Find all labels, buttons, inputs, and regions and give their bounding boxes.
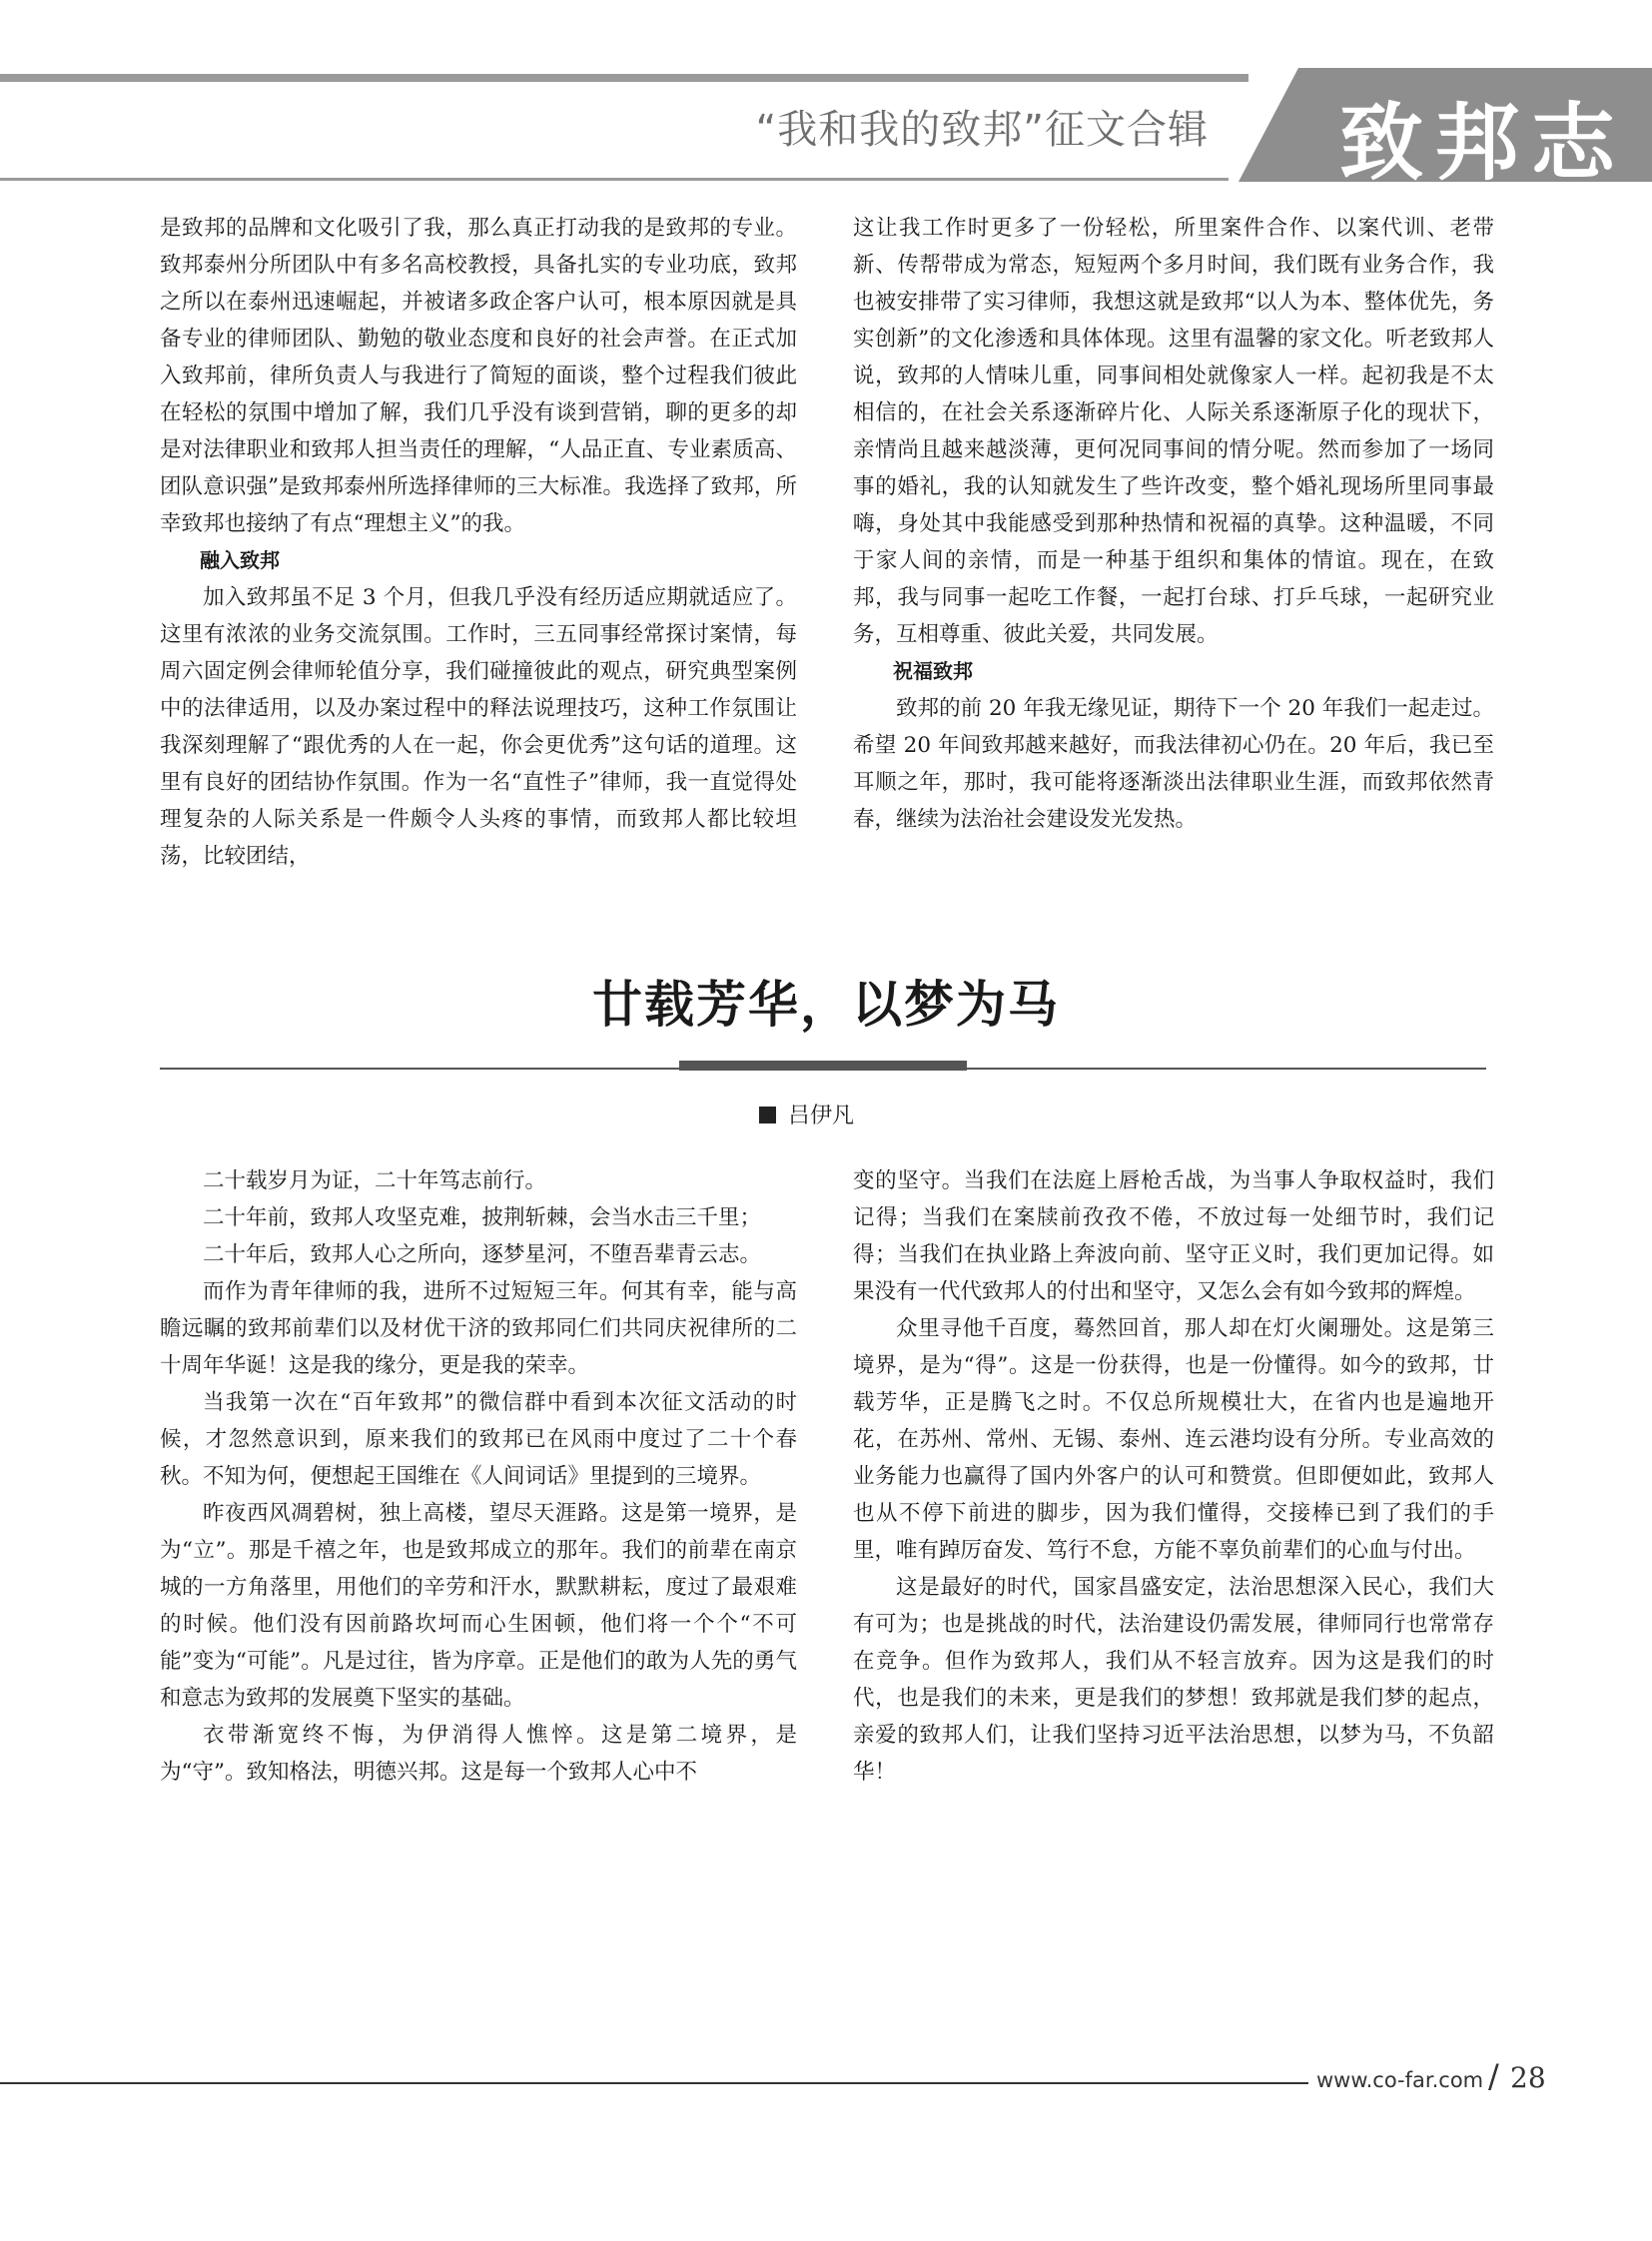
paragraph: 二十年后，致邦人心之所向，逐梦星河，不堕吾辈青云志。 [203, 1242, 762, 1267]
section-title: “我和我的致邦”征文合辑 [755, 107, 1209, 153]
paragraph: 昨夜西风凋碧树，独上高楼，望尽天涯路。这是第一境界，是为“立”。那是千禧之年，也是致邦成立的那年。我们的前辈在南京城的一方角落里，用他们的辛劳和汗水，默默耕耘，度过了最艰难的时候。他们没有因前路坎坷而心生困顿，他们将一个个“不可能”变为“可能”。凡是过往，皆为序章。正是他们的敢为人先的勇气和意志为致邦的发展奠下坚实的基础。 [160, 1501, 797, 1711]
article2-column-right [853, 1162, 1494, 1791]
paragraph: 二十年前，致邦人攻坚克难，披荆斩棘，会当水击三千里； [203, 1205, 762, 1230]
paragraph: 变的坚守。当我们在法庭上唇枪舌战，为当事人争取权益时，我们记得；当我们在案牍前孜孜不倦，不放过每一处细节时，我们记得；当我们在执业路上奔波向前、坚守正义时，我们更加记得。如果没有一代代致邦人的付出和坚守，又怎么会有如今致邦的辉煌。 [853, 1168, 1494, 1304]
paragraph: 二十载岁月为证，二十年笃志前行。 [203, 1168, 547, 1193]
paragraph: 加入致邦虽不足 3 个月，但我几乎没有经历适应期就适应了。这里有浓浓的业务交流氛围。工作时，三五同事经常探讨案情，每周六固定例会律师轮值分享，我们碰撞彼此的观点，研究典型案例中的法律适用，以及办案过程中的释法说理技巧，这种工作氛围让我深刻理解了“跟优秀的人在一起，你会更优秀”这句话的道理。这里有良好的团结协作氛围。作为一名“直性子”律师，我一直觉得处理复杂的人际关系是一件颇令人头疼的事情，而致邦人都比较坦荡，比较团结， [160, 585, 797, 869]
paragraph: 这让我工作时更多了一份轻松，所里案件合作、以案代训、老带新、传帮带成为常态，短短两个多月时间，我们既有业务合作，我也被安排带了实习律师，我想这就是致邦“以人为本、整体优先，务实创新”的文化渗透和具体体现。这里有温馨的家文化。听老致邦人说，致邦的人情味儿重，同事间相处就像家人一样。起初我是不太相信的，在社会关系逐渐碎片化、人际关系逐渐原子化的现状下，亲情尚且越来越淡薄，更何况同事间的情分呢。然而参加了一场同事的婚礼，我的认知就发生了些许改变，整个婚礼现场所里同事最嗨，身处其中我能感受到那种热情和祝福的真挚。这种温暖，不同于家人间的亲情，而是一种基于组织和集体的情谊。现在，在致邦，我与同事一起吃工作餐，一起打台球、打乒乓球，一起研究业务，互相尊重、彼此关爱，共同发展。 [853, 216, 1494, 647]
website-url: www.co-far.com [1316, 2068, 1484, 2092]
byline [759, 1099, 854, 1129]
paragraph: 衣带渐宽终不悔，为伊消得人憔悴。这是第二境界，是为“守”。致知格法，明德兴邦。这是每一个致邦人心中不 [160, 1723, 797, 1785]
paragraph: 当我第一次在“百年致邦”的微信群中看到本次征文活动的时候，才忽然意识到，原来我们的致邦已在风雨中度过了二十个春秋。不知为何，便想起王国维在《人间词话》里提到的三境界。 [160, 1390, 797, 1489]
article-title: 廿载芳华，以梦为马 [592, 976, 1060, 1034]
article1-column-right [853, 210, 1494, 838]
article2-column-left [160, 1162, 797, 1791]
paragraph: 致邦的前 20 年我无缘见证，期待下一个 20 年我们一起走过。希望 20 年间致邦越来越好，而我法律初心仍在。20 年后，我已至耳顺之年，那时，我可能将逐渐淡出法律职业生涯，而致邦依然青春，继续为法治社会建设发光发热。 [853, 696, 1494, 832]
footer-slash: / [1488, 2057, 1499, 2095]
header-rule-top [0, 74, 1248, 82]
paragraph: 众里寻他千百度，蓦然回首，那人却在灯火阑珊处。这是第三境界，是为“得”。这是一份获得，也是一份懂得。如今的致邦，廿载芳华，正是腾飞之时。不仅总所规模壮大，在省内也是遍地开花，在苏州、常州、无锡、泰州、连云港均设有分所。专业高效的业务能力也赢得了国内外客户的认可和赞赏。但即便如此，致邦人也从不停下前进的脚步，因为我们懂得，交接棒已到了我们的手里，唯有踔厉奋发、笃行不怠，方能不辜负前辈们的心血与付出。 [853, 1316, 1494, 1563]
subheading: 祝福致邦 [893, 659, 973, 683]
magazine-logo: 致邦志 [1338, 93, 1627, 192]
paragraph: 而作为青年律师的我，进所不过短短三年。何其有幸，能与高瞻远瞩的致邦前辈们以及材优干济的致邦同仁们共同庆祝律所的二十周年华诞！这是我的缘分，更是我的荣幸。 [160, 1279, 797, 1378]
paragraph: 是致邦的品牌和文化吸引了我，那么真正打动我的是致邦的专业。致邦泰州分所团队中有多名高校教授，具备扎实的专业功底，致邦之所以在泰州迅速崛起，并被诸多政企客户认可，根本原因就是具备专业的律师团队、勤勉的敬业态度和良好的社会声誉。在正式加入致邦前，律所负责人与我进行了简短的面谈，整个过程我们彼此在轻松的氛围中增加了解，我们几乎没有谈到营销，聊的更多的却是对法律职业和致邦人担当责任的理解，“人品正直、专业素质高、团队意识强”是致邦泰州所选择律师的三大标准。我选择了致邦，所幸致邦也接纳了有点“理想主义”的我。 [160, 216, 797, 536]
title-accent-bar [679, 1061, 967, 1071]
square-bullet-icon [759, 1107, 776, 1123]
article1-column-left [160, 210, 797, 875]
paragraph: 这是最好的时代，国家昌盛安定，法治思想深入民心，我们大有可为；也是挑战的时代，法治建设仍需发展，律师同行也常常存在竞争。但作为致邦人，我们从不轻言放弃。因为这是我们的时代，也是我们的未来，更是我们的梦想！致邦就是我们梦的起点，亲爱的致邦人们，让我们坚持习近平法治思想，以梦为马，不负韶华！ [853, 1575, 1494, 1785]
page-number: 28 [1510, 2061, 1546, 2094]
footer-rule [0, 2082, 1308, 2084]
header-rule-bottom [0, 178, 1229, 181]
subheading: 融入致邦 [200, 548, 280, 572]
author-name: 吕伊凡 [788, 1104, 855, 1128]
